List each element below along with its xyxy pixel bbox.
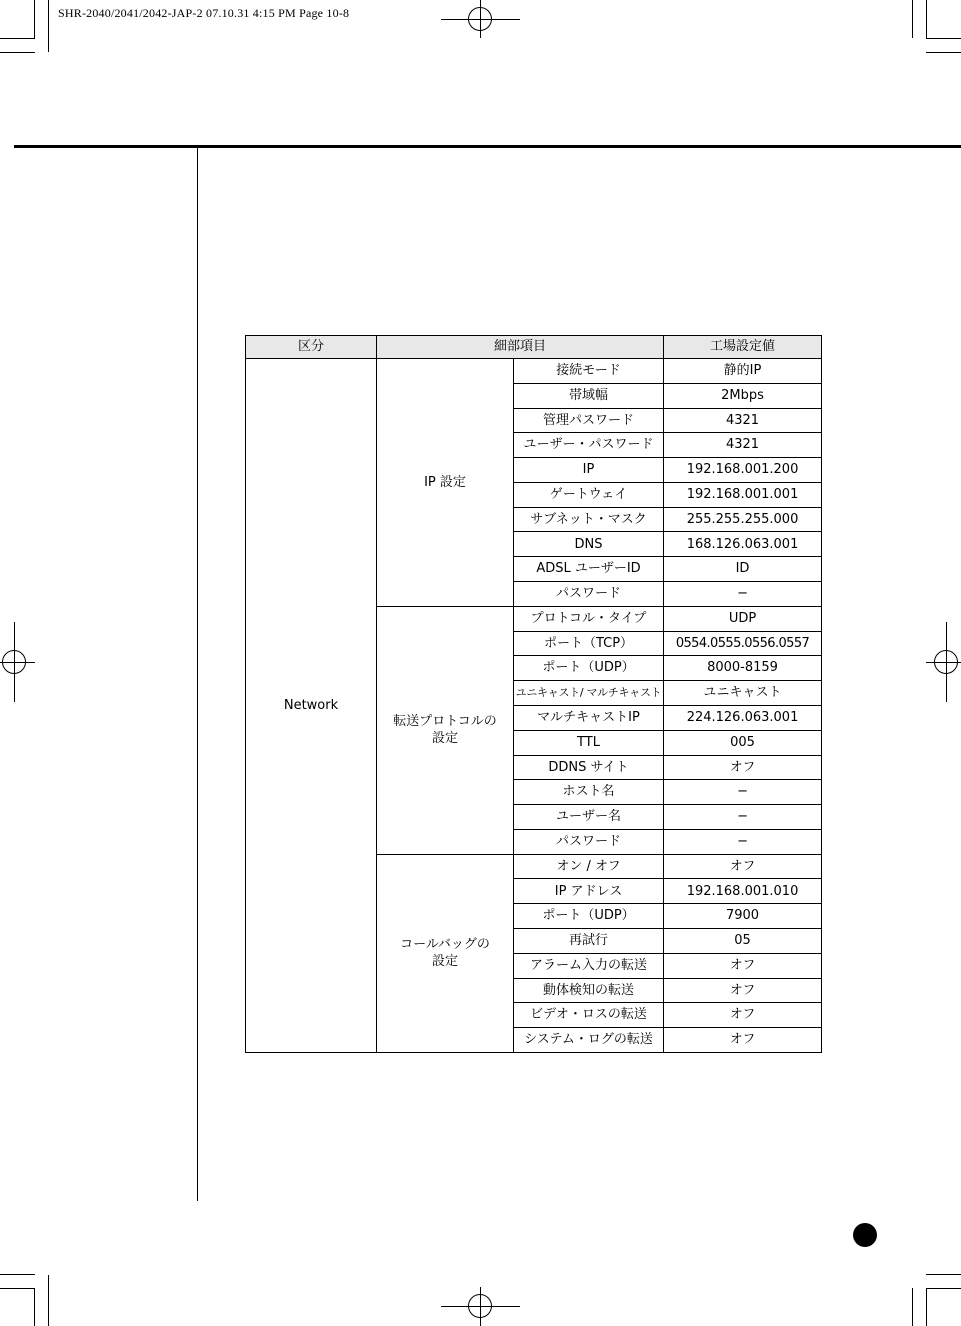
item-cell: ゲートウェイ [514, 482, 664, 507]
value-cell: オフ [664, 953, 822, 978]
value-cell: − [664, 780, 822, 805]
category-cell: Network [246, 359, 377, 1053]
group-name-line1: コールバッグの [400, 936, 490, 952]
group-name-line2: 設定 [431, 731, 458, 747]
value-cell: ユニキャスト [664, 681, 822, 706]
value-cell: − [664, 582, 822, 607]
item-cell: マルチキャストIP [514, 705, 664, 730]
item-cell: システム・ログの転送 [514, 1028, 664, 1053]
table-header-row [246, 336, 822, 359]
item-cell: プロトコル・タイプ [514, 606, 664, 631]
item-cell: 管理パスワード [514, 408, 664, 433]
value-cell: 192.168.001.200 [664, 458, 822, 483]
value-cell: 224.126.063.001 [664, 705, 822, 730]
item-cell: ビデオ・ロスの転送 [514, 1003, 664, 1028]
margin-rule [197, 148, 198, 1201]
item-cell: 接続モード [514, 359, 664, 384]
top-rule [14, 145, 961, 148]
value-cell: 192.168.001.010 [664, 879, 822, 904]
header-detail-item: 細部項目 [377, 336, 664, 359]
table-row [246, 359, 822, 384]
print-header: SHR-2040/2041/2042-JAP-2 07.10.31 4:15 PM Page 10-8 [58, 6, 350, 20]
value-cell: − [664, 805, 822, 830]
item-cell: TTL [514, 730, 664, 755]
factory-settings-table [245, 335, 822, 1053]
item-cell: ADSL ユーザーID [514, 557, 664, 582]
value-cell: オフ [664, 1003, 822, 1028]
group-name-line1: 転送プロトコルの [393, 713, 497, 729]
value-cell: − [664, 829, 822, 854]
item-cell: パスワード [514, 582, 664, 607]
item-cell: ユーザー・パスワード [514, 433, 664, 458]
value-cell: オフ [664, 1028, 822, 1053]
value-cell: オフ [664, 755, 822, 780]
value-cell: 2Mbps [664, 383, 822, 408]
value-cell: UDP [664, 606, 822, 631]
value-cell: 192.168.001.001 [664, 482, 822, 507]
item-cell: ユーザー名 [514, 805, 664, 830]
value-cell: 4321 [664, 408, 822, 433]
item-cell: サブネット・マスク [514, 507, 664, 532]
header-category: 区分 [246, 336, 377, 359]
item-cell: 帯域幅 [514, 383, 664, 408]
item-cell: ホスト名 [514, 780, 664, 805]
item-cell: オン / オフ [514, 854, 664, 879]
value-cell: 005 [664, 730, 822, 755]
item-cell: IP [514, 458, 664, 483]
item-cell: ユニキャスト/ マルチキャスト [514, 681, 664, 706]
value-cell: 255.255.255.000 [664, 507, 822, 532]
value-cell: 8000-8159 [664, 656, 822, 681]
item-cell: ポート（UDP） [514, 904, 664, 929]
group-ip-settings: IP 設定 [377, 359, 514, 607]
item-cell: アラーム入力の転送 [514, 953, 664, 978]
item-cell: 再試行 [514, 928, 664, 953]
header-factory-default: 工場設定値 [664, 336, 822, 359]
item-cell: DDNS サイト [514, 755, 664, 780]
value-cell: オフ [664, 978, 822, 1003]
item-cell: ポート（UDP） [514, 656, 664, 681]
value-cell: 05 [664, 928, 822, 953]
item-cell: DNS [514, 532, 664, 557]
item-cell: パスワード [514, 829, 664, 854]
value-cell: 静的IP [664, 359, 822, 384]
value-cell: 0554.0555.0556.0557 [664, 631, 822, 656]
value-cell: ID [664, 557, 822, 582]
group-callback [377, 854, 514, 1052]
value-cell: 4321 [664, 433, 822, 458]
group-name-line2: 設定 [431, 954, 458, 970]
item-cell: ポート（TCP） [514, 631, 664, 656]
value-cell: 168.126.063.001 [664, 532, 822, 557]
value-cell: 7900 [664, 904, 822, 929]
page-marker-dot [853, 1223, 877, 1247]
item-cell: 動体検知の転送 [514, 978, 664, 1003]
item-cell: IP アドレス [514, 879, 664, 904]
value-cell: オフ [664, 854, 822, 879]
group-transfer-protocol [377, 606, 514, 854]
